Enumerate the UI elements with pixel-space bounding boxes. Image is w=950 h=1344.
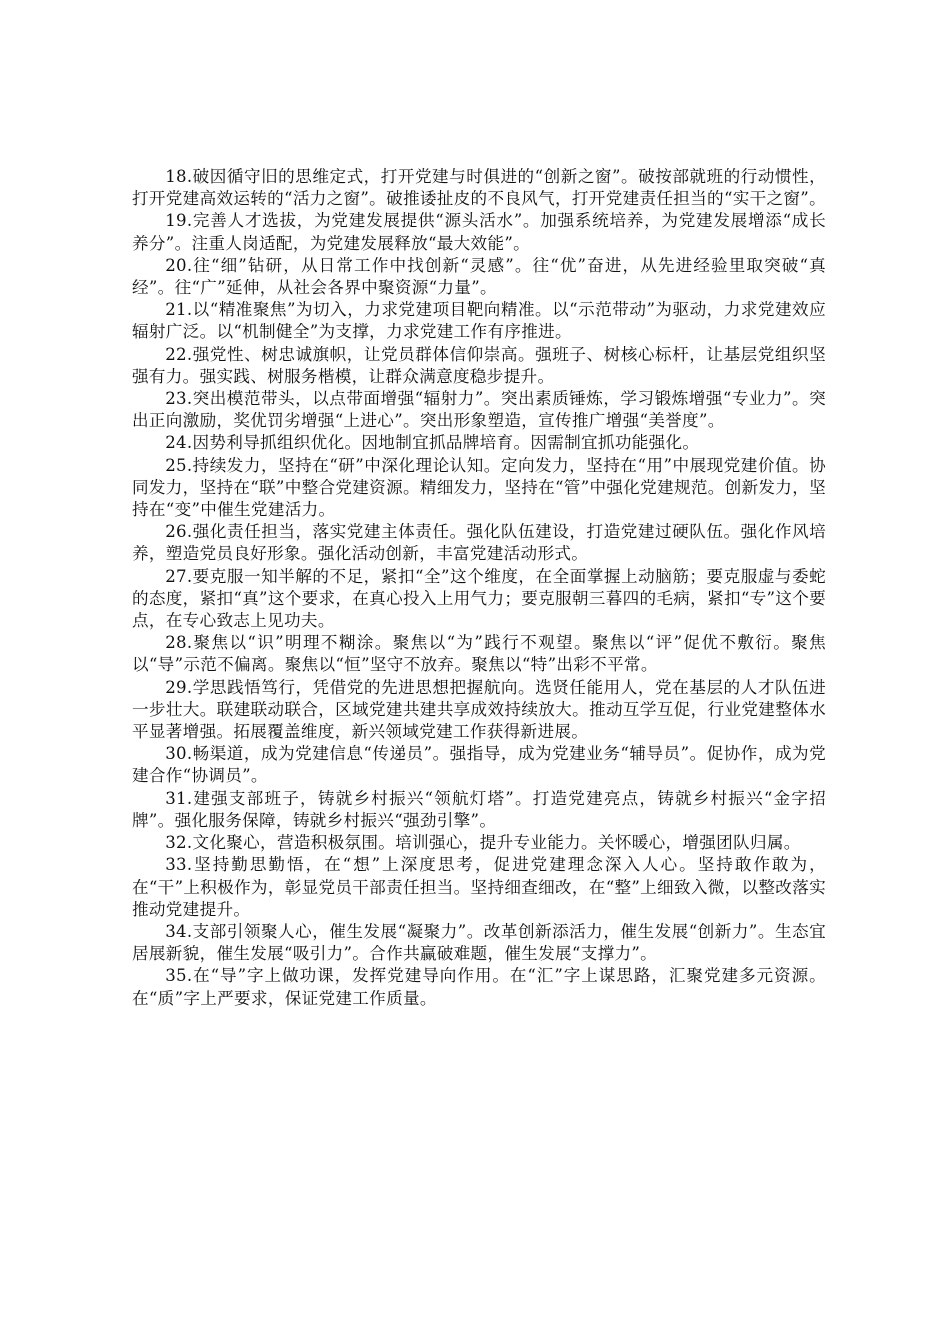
paragraph-35: 35.在“导”字上做功课，发挥党建导向作用。在“汇”字上谋思路，汇聚党建多元资源。在“质”字上严要求，保证党建工作质量。 (132, 966, 826, 1008)
paragraph-27: 27.要克服一知半解的不足，紧扣“全”这个维度，在全面掌握上动脑筋；要克服虚与委蛇的态度，紧扣“真”这个要求，在真心投入上用气力；要克服朝三暮四的毛病，紧扣“专”这个要点，在专心致志上见功夫。 (132, 566, 826, 631)
paragraph-18: 18.破因循守旧的思维定式，打开党建与时俱进的“创新之窗”。破按部就班的行动惯性，打开党建高效运转的“活力之窗”。破推诿扯皮的不良风气，打开党建责任担当的“实干之窗”。 (132, 167, 826, 209)
paragraph-26: 26.强化责任担当，落实党建主体责任。强化队伍建设，打造党建过硬队伍。强化作风培养，塑造党员良好形象。强化活动创新，丰富党建活动形式。 (132, 522, 826, 564)
paragraph-23: 23.突出模范带头，以点带面增强“辐射力”。突出素质锤炼，学习锻炼增强“专业力”。突出正向激励，奖优罚劣增强“上进心”。突出形象塑造，宣传推广增强“美誉度”。 (132, 389, 826, 431)
document-body (132, 166, 826, 1010)
paragraph-22: 22.强党性、树忠诚旗帜，让党员群体信仰崇高。强班子、树核心标杆，让基层党组织坚强有力。强实践、树服务楷模，让群众满意度稳步提升。 (132, 344, 826, 386)
paragraph-34: 34.支部引领聚人心，催生发展“凝聚力”。改革创新添活力，催生发展“创新力”。生态宜居展新貌，催生发展“吸引力”。合作共赢破难题，催生发展“支撑力”。 (132, 921, 826, 964)
paragraph-19: 19.完善人才选拔，为党建发展提供“源头活水”。加强系统培养，为党建发展增添“成长养分”。注重人岗适配，为党建发展释放“最大效能”。 (132, 211, 826, 253)
paragraph-21: 21.以“精准聚焦”为切入，力求党建项目靶向精准。以“示范带动”为驱动，力求党建效应辐射广泛。以“机制健全”为支撑，力求党建工作有序推进。 (132, 300, 826, 342)
paragraph-24: 24.因势利导抓组织优化。因地制宜抓品牌培育。因需制宜抓功能强化。 (165, 433, 700, 453)
paragraph-25: 25.持续发力，坚持在“研”中深化理论认知。定向发力，坚持在“用”中展现党建价值。协同发力，坚持在“联”中整合党建资源。精细发力，坚持在“管”中强化党建规范。创新发力，坚持在“变”中催生党建活力。 (132, 455, 826, 520)
paragraph-30: 30.畅渠道，成为党建信息“传递员”。强指导，成为党建业务“辅导员”。促协作，成为党建合作“协调员”。 (132, 744, 826, 786)
paragraph-31: 31.建强支部班子，铸就乡村振兴“领航灯塔”。打造党建亮点，铸就乡村振兴“金字招牌”。强化服务保障，铸就乡村振兴“强劲引擎”。 (132, 788, 826, 830)
paragraph-28: 28.聚焦以“识”明理不糊涂。聚焦以“为”践行不观望。聚焦以“评”促优不敷衍。聚焦以“导”示范不偏离。聚焦以“恒”坚守不放弃。聚焦以“特”出彩不平常。 (132, 633, 826, 675)
paragraph-33: 33.坚持勤思勤悟，在“想”上深度思考，促进党建理念深入人心。坚持敢作敢为，在“干”上积极作为，彰显党员干部责任担当。坚持细查细改，在“整”上细致入微，以整改落实推动党建提升。 (132, 855, 826, 919)
paragraph-32: 32.文化聚心，营造积极氛围。培训强心，提升专业能力。关怀暖心，增强团队归属。 (165, 833, 801, 853)
paragraph-29: 29.学思践悟笃行，凭借党的先进思想把握航向。选贤任能用人，党在基层的人才队伍进一步壮大。联建联动联合，区域党建共建共享成效持续放大。推动互学互促，行业党建整体水平显著增强。拓展覆盖维度，新兴领域党建工作获得新进展。 (132, 677, 826, 742)
paragraph-20: 20.往“细”钻研，从日常工作中找创新“灵感”。往“优”奋进，从先进经验里取突破“真经”。往“广”延伸，从社会各界中聚资源“力量”。 (132, 255, 826, 298)
